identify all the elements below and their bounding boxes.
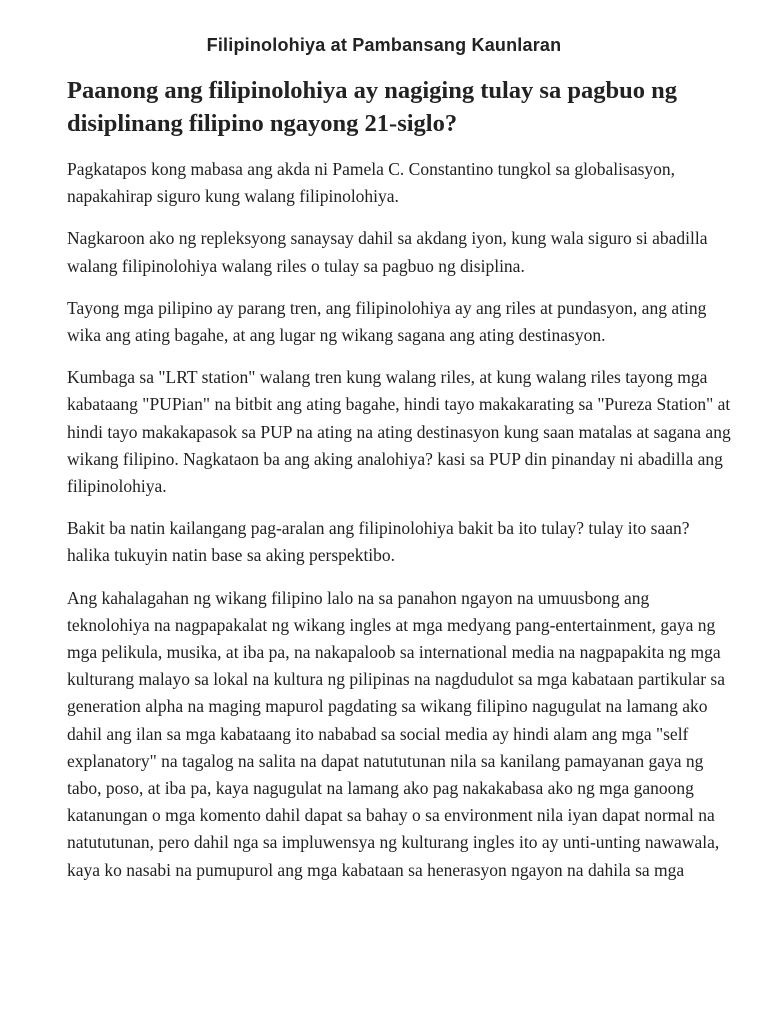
paragraph: Ang kahalagahan ng wikang filipino lalo na sa panahon ngayon na umuusbong ang teknolohiya na nagpapakalat ng wikang ingles at mga medyang pang-entertainment, gaya ng mga pelikula, musika, at iba pa, na nakapaloob sa international media na nagpapakita ng mga kulturang malayo sa lokal na kultura ng pilipinas na nagdudulot sa mga kabataan partikular sa generation alpha na maging mapurol pagdating sa wikang filipino nagugulat na lamang ako dahil ang ilan sa mga kabataang ito nababad sa social media ay hindi alam ang mga "self explanatory" na tagalog na salita na dapat natututunan nila sa kanilang pamayanan gaya ng tabo, poso, at iba pa, kaya nagugulat na lamang ako pag nakakabasa ako ng mga ganoong katanungan o mga komento dahil dapat sa bahay o sa environment nila iyan dapat normal na natututunan, pero dahil nga sa impluwensya ng kulturang ingles ito ay unti-unting nawawala, kaya ko nasabi na pumupurol ang mga kabataan sa henerasyon ngayon na dahila sa mga xyxy=(67,587,726,880)
article-heading: Paanong ang filipinolohiya ay nagiging tulay sa pagbuo ng disiplinang filipino ngayong 21-siglo? xyxy=(67,77,677,137)
paragraph: Bakit ba natin kailangang pag-aralan ang filipinolohiya bakit ba ito tulay? tulay ito saan? halika tukuyin natin base sa aking perspektibo. xyxy=(67,518,690,566)
paragraph: Tayong mga pilipino ay parang tren, ang filipinolohiya ay ang riles at pundasyon, ang ating wika ang ating bagahe, at ang lugar ng wikang sagana ang ating destinasyon. xyxy=(67,297,707,346)
article-body xyxy=(67,156,732,899)
paragraph: Kumbaga sa "LRT station" walang tren kung walang riles, at kung walang riles tayong mga kabataang "PUPian" na bitbit ang ating bagahe, hindi tayo makakarating sa "Pureza Station" at hindi tayo makakapasok sa PUP na ating na ating destinasyon kung saan matalas at sagana ang wikang filipino. Nagkataon ba ang aking analohiya? kasi sa PUP din pinanday ni abadilla ang filipinolohiya. xyxy=(67,367,731,497)
paragraph: Nagkaroon ako ng repleksyong sanaysay dahil sa akdang iyon, kung wala siguro si abadilla walang filipinolohiya walang riles o tulay sa pagbuo ng disiplina. xyxy=(67,228,708,276)
paragraph: Pagkatapos kong mabasa ang akda ni Pamela C. Constantino tungkol sa globalisasyon, napakahirap siguro kung walang filipinolohiya. xyxy=(67,159,676,207)
document-title: Filipinolohiya at Pambansang Kaunlaran xyxy=(206,35,562,55)
